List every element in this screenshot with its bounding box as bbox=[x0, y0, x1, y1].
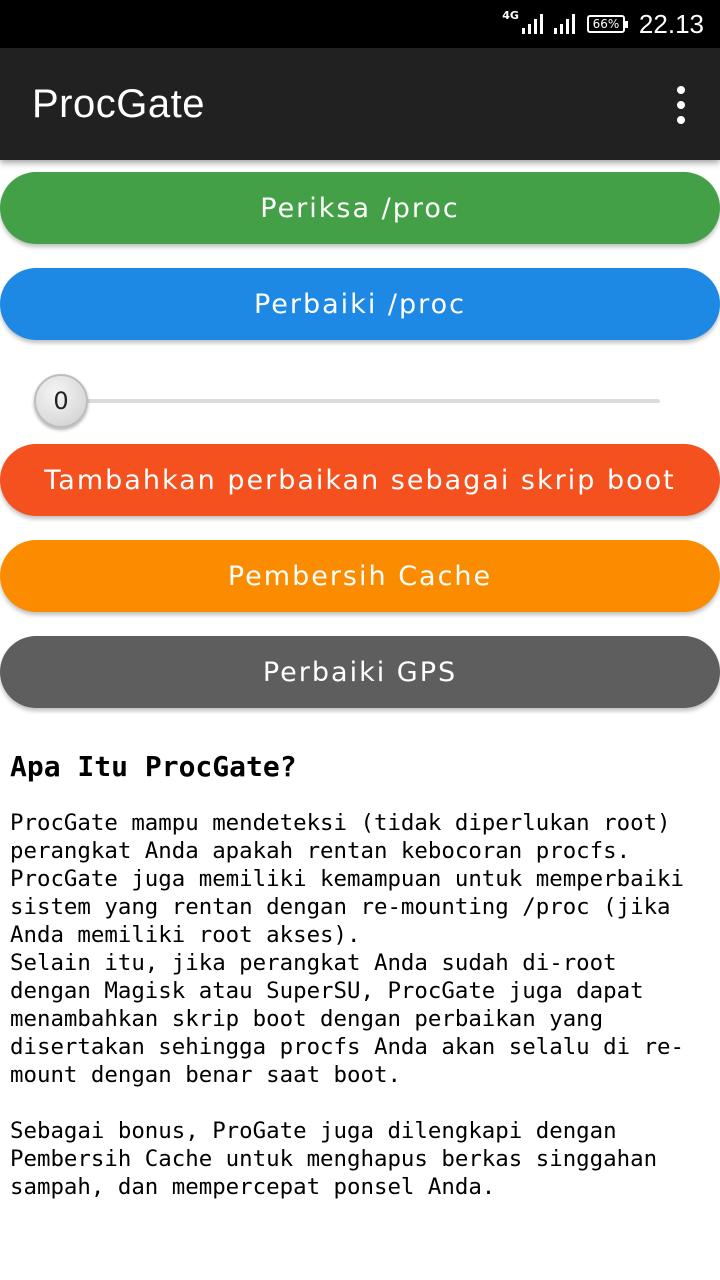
slider-value: 0 bbox=[53, 387, 69, 415]
add-boot-script-button[interactable]: Tambahkan perbaikan sebagai skrip boot bbox=[0, 444, 720, 516]
status-clock: 22.13 bbox=[638, 8, 704, 39]
slider-track[interactable] bbox=[62, 399, 660, 403]
slider-thumb[interactable] bbox=[34, 374, 88, 428]
app-title: ProcGate bbox=[32, 82, 205, 126]
signal-icon-2 bbox=[553, 12, 579, 36]
battery-level: 66% bbox=[592, 17, 620, 31]
fix-proc-button[interactable]: Perbaiki /proc bbox=[0, 268, 720, 340]
app-bar bbox=[0, 48, 720, 160]
more-vert-icon[interactable] bbox=[666, 86, 696, 124]
check-proc-button[interactable]: Periksa /proc bbox=[0, 172, 720, 244]
battery-icon bbox=[587, 15, 625, 33]
signal-icon bbox=[521, 12, 545, 36]
about-description: ProcGate mampu mendeteksi (tidak diperlukan root) perangkat Anda apakah rentan kebocoran procfs. ProcGate juga memiliki kemampuan untuk memperbaiki sistem yang rentan dengan re-mounting /proc (jika Anda memiliki root akses). Selain itu, jika perangkat Anda sudah di-root dengan Magisk atau SuperSU, ProcGate juga dapat menambahkan skrip boot dengan perbaikan yang disertakan sehingga procfs Anda akan selalu di re- mount dengan benar saat boot. Sebagai bonus, ProGate juga dilengkapi dengan Pembersih Cache untuk menghapus berkas singgahan sampah, dan mempercepat ponsel Anda. bbox=[10, 810, 685, 1200]
status-bar bbox=[0, 0, 720, 48]
about-title: Apa Itu ProcGate? bbox=[10, 750, 297, 783]
value-slider[interactable] bbox=[32, 372, 660, 432]
status-icons bbox=[502, 8, 704, 40]
fix-gps-button[interactable]: Perbaiki GPS bbox=[0, 636, 720, 708]
cache-cleaner-button[interactable]: Pembersih Cache bbox=[0, 540, 720, 612]
network-type-label: 4G bbox=[502, 8, 519, 22]
about-section bbox=[10, 750, 715, 1201]
